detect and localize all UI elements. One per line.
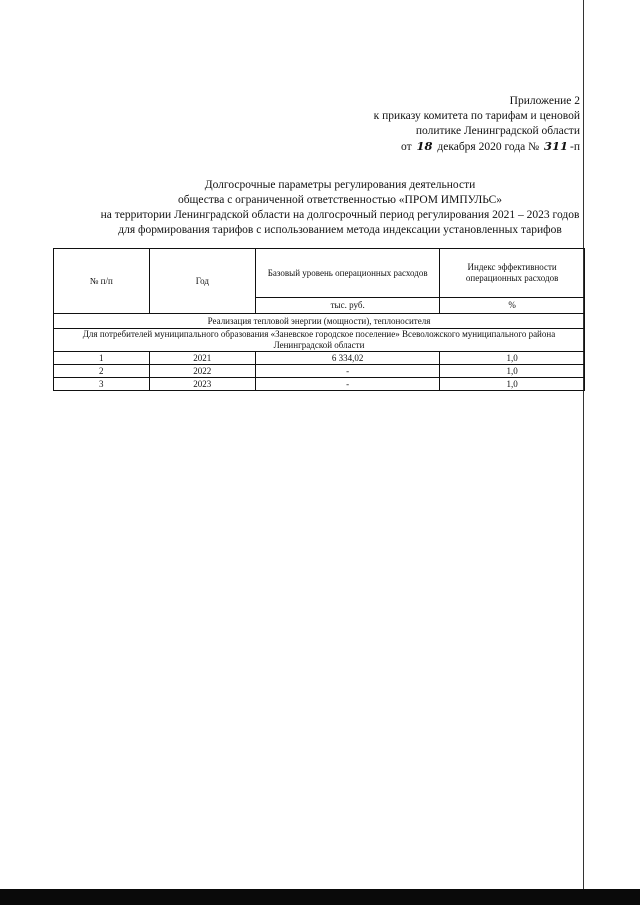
header-num: № п/п (54, 249, 150, 314)
appendix-committee: политике Ленинградской области (415, 125, 580, 137)
date-prefix: от (400, 141, 412, 153)
table-row (54, 365, 585, 378)
row-base: 6 334,02 (256, 352, 440, 365)
parameters-table (53, 248, 585, 391)
table-row (54, 378, 585, 391)
unit-efficiency: % (440, 298, 585, 314)
row-year: 2022 (149, 365, 255, 378)
date-suffix: декабря 2020 года № (437, 141, 540, 153)
row-index: 1,0 (440, 352, 585, 365)
appendix-order-ref: к приказу комитета по тарифам и ценовой (373, 110, 580, 122)
order-suffix: -п (570, 141, 580, 153)
header-efficiency: Индекс эффективности операционных расходов (440, 249, 585, 298)
row-num: 2 (54, 365, 150, 378)
row-num: 1 (54, 352, 150, 365)
row-year: 2021 (149, 352, 255, 365)
scan-bottom-bar (0, 889, 640, 905)
row-num: 3 (54, 378, 150, 391)
row-year: 2023 (149, 378, 255, 391)
table-consumers-row (54, 329, 585, 352)
title-line-4: для формирования тарифов с использованием метода индексации установленных тарифов (118, 224, 562, 236)
header-base-level: Базовый уровень операционных расходов (256, 249, 440, 298)
row-index: 1,0 (440, 378, 585, 391)
title-line-3: на территории Ленинградской области на долгосрочный период регулирования 2021 – 2023 годов (100, 209, 580, 221)
row-base: - (256, 365, 440, 378)
title-line-2: общества с ограниченной ответственностью «ПРОМ ИМПУЛЬС» (177, 194, 503, 206)
document-title (40, 178, 640, 238)
title-line-1: Долгосрочные параметры регулирования деятельности (204, 179, 476, 191)
row-index: 1,0 (440, 365, 585, 378)
appendix-title: Приложение 2 (509, 95, 580, 107)
table-section-row (54, 314, 585, 329)
unit-base-level: тыс. руб. (256, 298, 440, 314)
row-base: - (256, 378, 440, 391)
table-header-row (54, 249, 585, 298)
appendix-header (260, 94, 580, 155)
handwritten-order-number: 311 (544, 139, 569, 153)
handwritten-day: 18 (416, 139, 433, 153)
section-title: Реализация тепловой энергии (мощности), теплоносителя (54, 314, 585, 329)
header-year: Год (149, 249, 255, 314)
appendix-date-line (260, 139, 580, 155)
scan-edge-line (583, 0, 584, 890)
consumers-title: Для потребителей муниципального образования «Заневское городское поселение» Всеволожского муниципального района Ленинградской области (54, 329, 585, 352)
table-row (54, 352, 585, 365)
